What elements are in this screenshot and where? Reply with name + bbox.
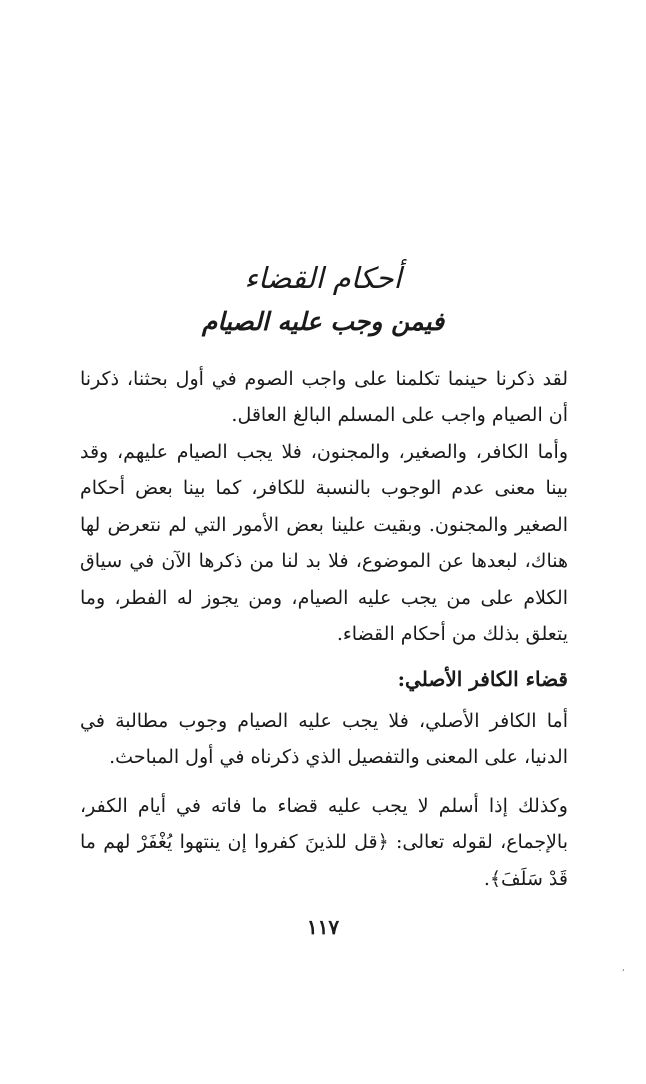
corner-mark: ‚ [622, 963, 625, 973]
chapter-subtitle: فيمن وجب عليه الصيام [201, 307, 445, 336]
chapter-title-block [0, 258, 646, 342]
paragraph-upon-conversion: وكذلك إذا أسلم لا يجب عليه قضاء ما فاته في أيام الكفر، بالإجماع، لقوله تعالى: ﴿قل للذينَ كفروا إن ينتهوا يُغْفَرْ لهم ما قَدْ سَلَفَ﴾. [80, 795, 568, 890]
paragraph-original-disbeliever: أما الكافر الأصلي، فلا يجب عليه الصيام وجوب مطالبة في الدنيا، على المعنى والتفصيل الذي ذكرناه في أول المباحث. [80, 710, 568, 769]
paragraph-exemptions: وأما الكافر، والصغير، والمجنون، فلا يجب الصيام عليهم، وقد بينا معنى عدم الوجوب بالنسبة للكافر، كما بينا بعض أحكام الصغير والمجنون. وبقيت علينا بعض الأمور التي لم نتعرض لها هناك، لبعدها عن الموضوع، فلا بد لنا من ذكرها الآن في سياق الكلام على من يجب عليه الصيام، ومن يجوز له الفطر، وما يتعلق بذلك من أحكام القضاء. [80, 441, 568, 646]
chapter-title: أحكام القضاء [244, 261, 402, 295]
page-number: ١١٧ [306, 915, 340, 939]
paragraph-intro: لقد ذكرنا حينما تكلمنا على واجب الصوم في أول بحثنا، ذكرنا أن الصيام واجب على المسلم البالغ العاقل. [80, 368, 568, 427]
section-heading: قضاء الكافر الأصلي: [397, 667, 568, 691]
